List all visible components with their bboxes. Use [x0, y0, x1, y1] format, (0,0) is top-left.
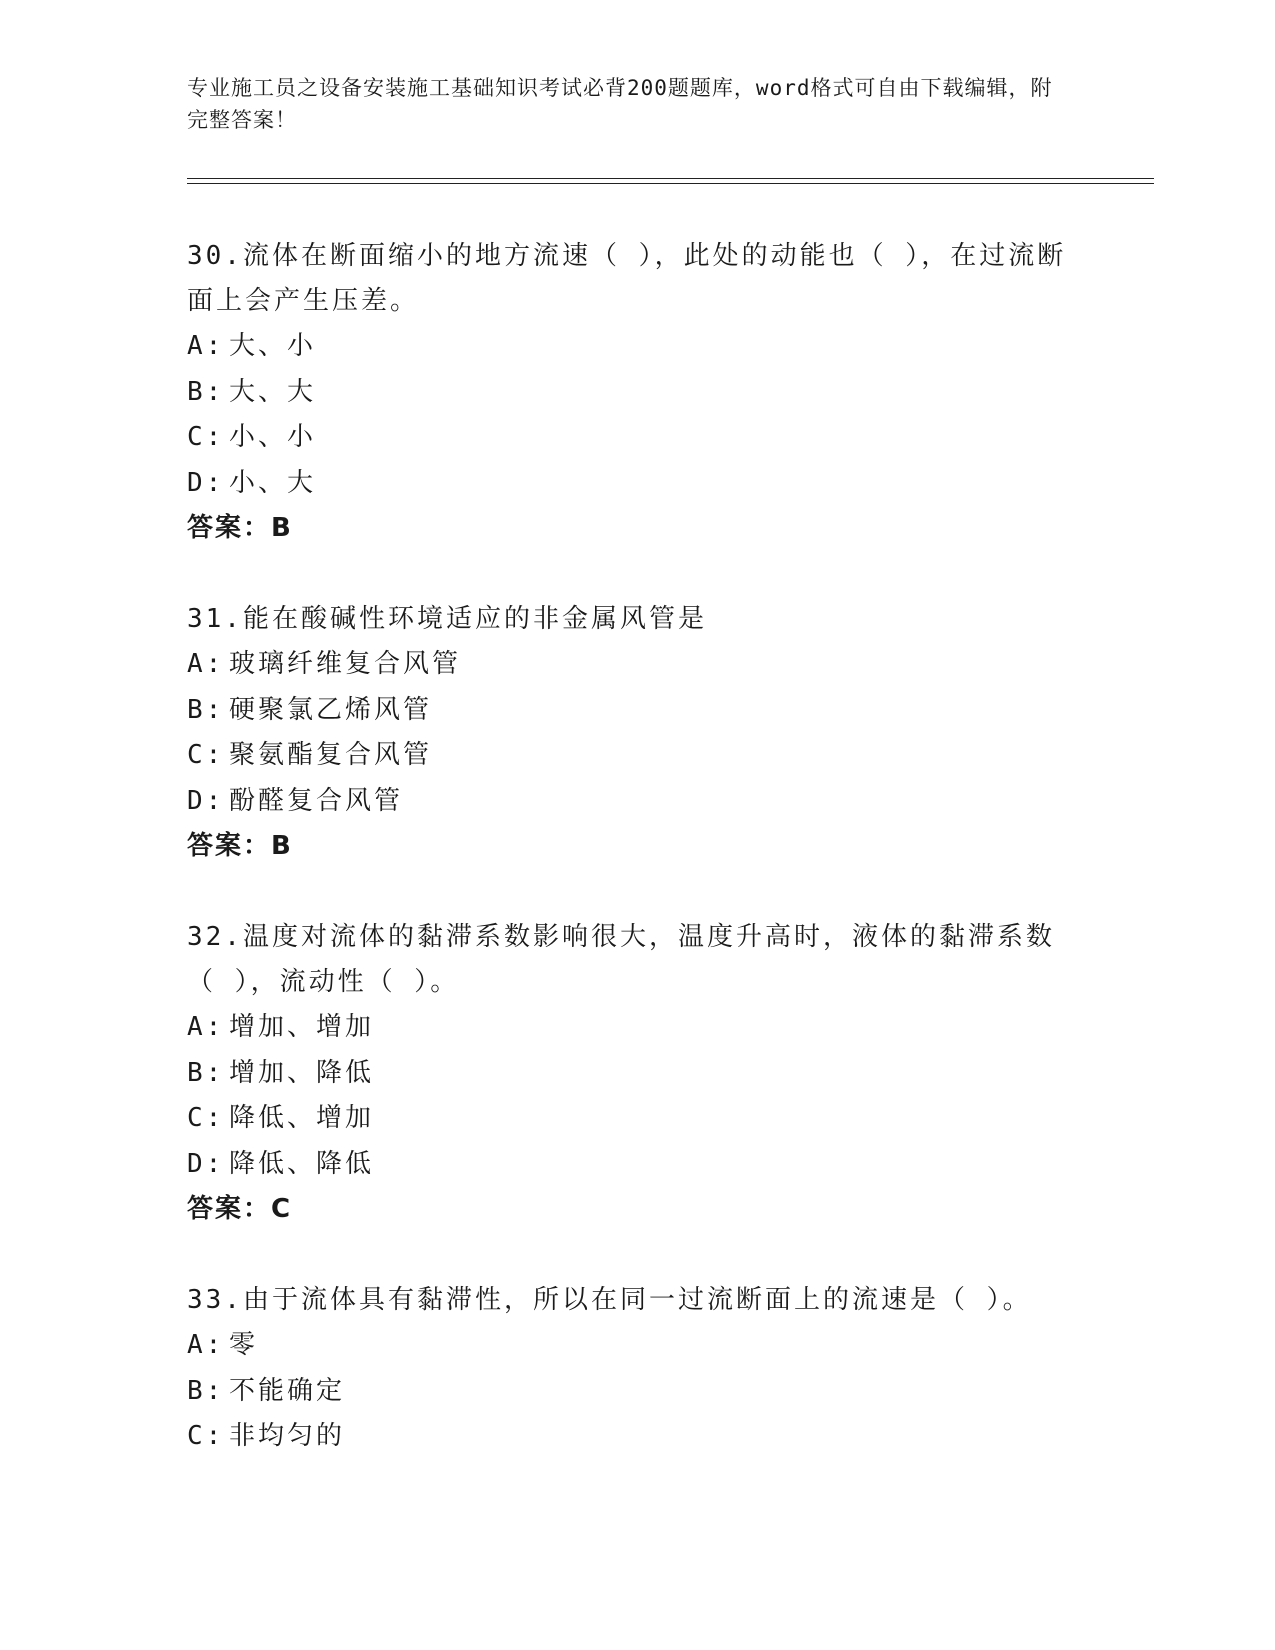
option-key: C: — [187, 422, 225, 452]
option-text: 大、小 — [229, 331, 317, 361]
option-b — [187, 1369, 1077, 1415]
option-text: 聚氨酯复合风管 — [229, 740, 433, 770]
option-d — [187, 1142, 1077, 1188]
answer-line: 答案：C — [187, 1194, 293, 1224]
option-key: A: — [187, 649, 225, 679]
option-b — [187, 688, 1077, 734]
header-divider-bottom — [187, 183, 1154, 184]
option-key: A: — [187, 1330, 225, 1360]
option-a — [187, 1005, 1077, 1051]
option-b — [187, 370, 1077, 416]
question-stem: 33.由于流体具有黏滞性，所以在同一过流断面上的流速是（ ）。 — [187, 1285, 1032, 1315]
option-b — [187, 1051, 1077, 1097]
option-key: B: — [187, 1057, 225, 1088]
question-31 — [187, 597, 1077, 869]
option-key: D: — [187, 785, 225, 816]
question-stem: 31.能在酸碱性环境适应的非金属风管是 — [187, 604, 707, 634]
option-key: C: — [187, 740, 225, 770]
option-key: B: — [187, 376, 225, 407]
option-text: 降低、增加 — [229, 1103, 375, 1133]
option-c — [187, 1096, 1077, 1142]
option-c — [187, 733, 1077, 779]
option-text: 增加、降低 — [229, 1057, 375, 1088]
question-stem: 30.流体在断面缩小的地方流速（ ），此处的动能也（ ），在过流断面上会产生压差。 — [187, 241, 1067, 316]
answer-line: 答案：B — [187, 831, 293, 861]
option-text: 零 — [229, 1330, 259, 1360]
option-text: 增加、增加 — [229, 1012, 375, 1042]
option-text: 大、大 — [229, 376, 317, 407]
option-key: D: — [187, 1148, 225, 1179]
option-a — [187, 642, 1077, 688]
option-c — [187, 415, 1077, 461]
option-text: 小、小 — [229, 422, 317, 452]
option-key: A: — [187, 331, 225, 361]
question-32 — [187, 915, 1077, 1232]
header-divider-top — [187, 178, 1154, 179]
option-key: B: — [187, 1375, 225, 1406]
option-text: 硬聚氯乙烯风管 — [229, 694, 433, 725]
option-a — [187, 324, 1077, 370]
option-key: D: — [187, 467, 225, 498]
option-c — [187, 1414, 1077, 1460]
option-key: C: — [187, 1421, 225, 1451]
option-a — [187, 1323, 1077, 1369]
option-key: B: — [187, 694, 225, 725]
option-text: 玻璃纤维复合风管 — [229, 649, 462, 679]
document-header: 专业施工员之设备安装施工基础知识考试必背200题题库，word格式可自由下载编辑，附完整答案！ — [187, 76, 1053, 132]
option-d — [187, 461, 1077, 507]
question-30 — [187, 234, 1077, 551]
option-text: 降低、降低 — [229, 1148, 375, 1179]
option-text: 小、大 — [229, 467, 317, 498]
option-text: 非均匀的 — [229, 1421, 346, 1451]
option-text: 不能确定 — [229, 1375, 346, 1406]
option-text: 酚醛复合风管 — [229, 785, 404, 816]
option-key: C: — [187, 1103, 225, 1133]
option-d — [187, 779, 1077, 825]
option-key: A: — [187, 1012, 225, 1042]
question-stem: 32.温度对流体的黏滞系数影响很大，温度升高时，液体的黏滞系数（ ），流动性（ ）。 — [187, 922, 1055, 997]
answer-line: 答案：B — [187, 513, 293, 543]
question-33 — [187, 1278, 1077, 1460]
